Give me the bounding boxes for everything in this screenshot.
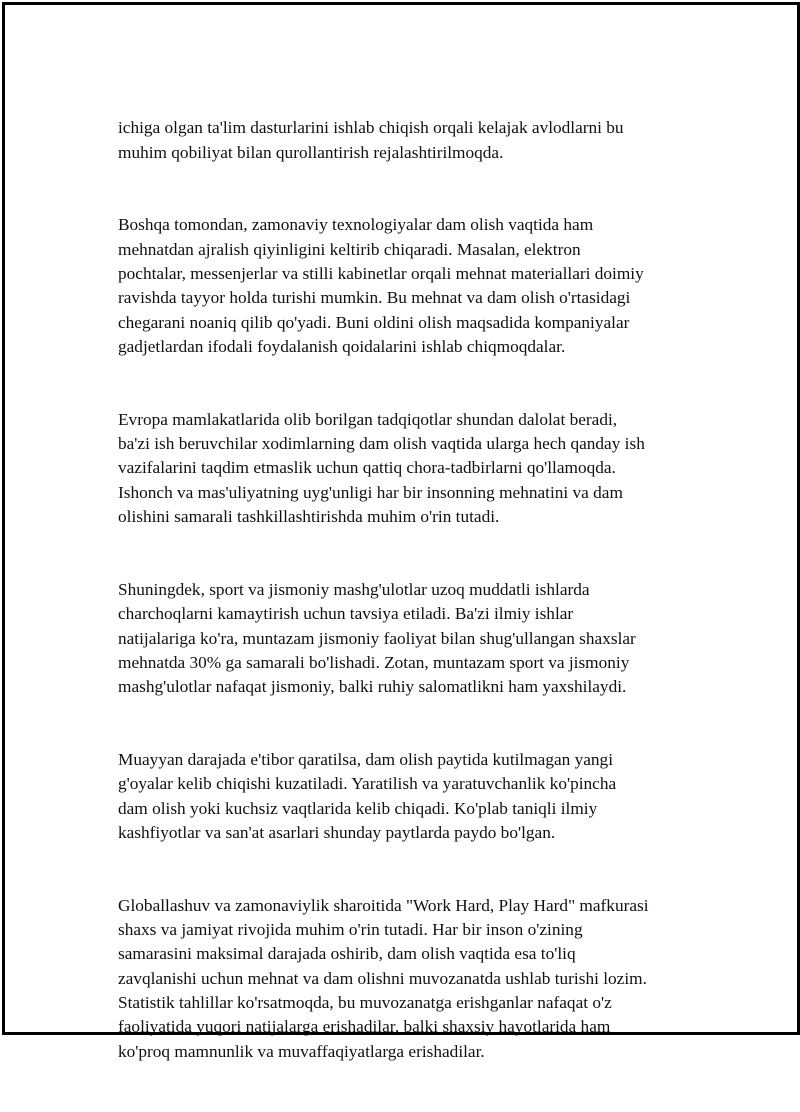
paragraph-3: Evropa mamlakatlarida olib borilgan tadqiqotlar shundan dalolat beradi, ba'zi ish beruvchilar xodimlarning dam olish vaqtida ularga hech qanday ish vazifalarini taqdim etmaslik uchun qattiq chora-tadbirlarni qo'llamoqda. Ishonch va mas'uliyatning uyg'unligi har bir insonning mehnatini va dam olishini samarali tashkillashtirishda muhim o'rin tutadi.	[118, 409, 645, 527]
paragraph-6: Globallashuv va zamonaviylik sharoitida "Work Hard, Play Hard" mafkurasi shaxs va jamiyat rivojida muhim o'rin tutadi. Har bir inson o'zining samarasini maksimal darajada oshirib, dam olish vaqtida esa to'liq zavqlanishi uchun mehnat va dam olishni muvozanatda ushlab turishi lozim. Statistik tahlillar ko'rsatmoqda, bu muvozanatga erishganlar nafaqat o'z faoliyatida yuqori natijalarga erishadilar, balki shaxsiy hayotlarida ham ko'proq mamnunlik va muvaffaqiyatlarga erishadilar.	[118, 895, 649, 1061]
paragraph-1: ichiga olgan ta'lim dasturlarini ishlab chiqish orqali kelajak avlodlarni bu muhim qobiliyat bilan qurollantirish rejalashtirilmoqda.	[118, 118, 624, 162]
paragraph-4: Shuningdek, sport va jismoniy mashg'ulotlar uzoq muddatli ishlarda charchoqlarni kamaytirish uchun tavsiya etiladi. Ba'zi ilmiy ishlar natijalariga ko'ra, muntazam jismoniy faoliyat bilan shug'ullangan shaxslar mehnatda 30% ga samarali bo'lishadi. Zotan, muntazam sport va jismoniy mashg'ulotlar nafaqat jismoniy, balki ruhiy salomatlikni ham yaxshilaydi.	[118, 579, 636, 697]
paragraph-5: Muayyan darajada e'tibor qaratilsa, dam olish paytida kutilmagan yangi g'oyalar kelib chiqishi kuzatiladi. Yaratilish va yaratuvchanlik ko'pincha dam olish yoki kuchsiz vaqtlarida kelib chiqadi. Ko'plab taniqli ilmiy kashfiyotlar va san'at asarlari shunday paytlarda paydo bo'lgan.	[118, 750, 617, 842]
paragraph-2: Boshqa tomondan, zamonaviy texnologiyalar dam olish vaqtida ham mehnatdan ajralish qiyinligini keltirib chiqaradi. Masalan, elektron pochtalar, messenjerlar va stilli kabinetlar orqali mehnat materiallari doimiy ravishda tayyor holda turishi mumkin. Bu mehnat va dam olish o'rtasidagi chegarani noaniq qilib qo'yadi. Buni oldini olish maqsadida kompaniyalar gadjetlardan ifodali foydalanish qoidalarini ishlab chiqmoqdalar.	[118, 215, 644, 356]
document-body	[118, 92, 698, 1112]
